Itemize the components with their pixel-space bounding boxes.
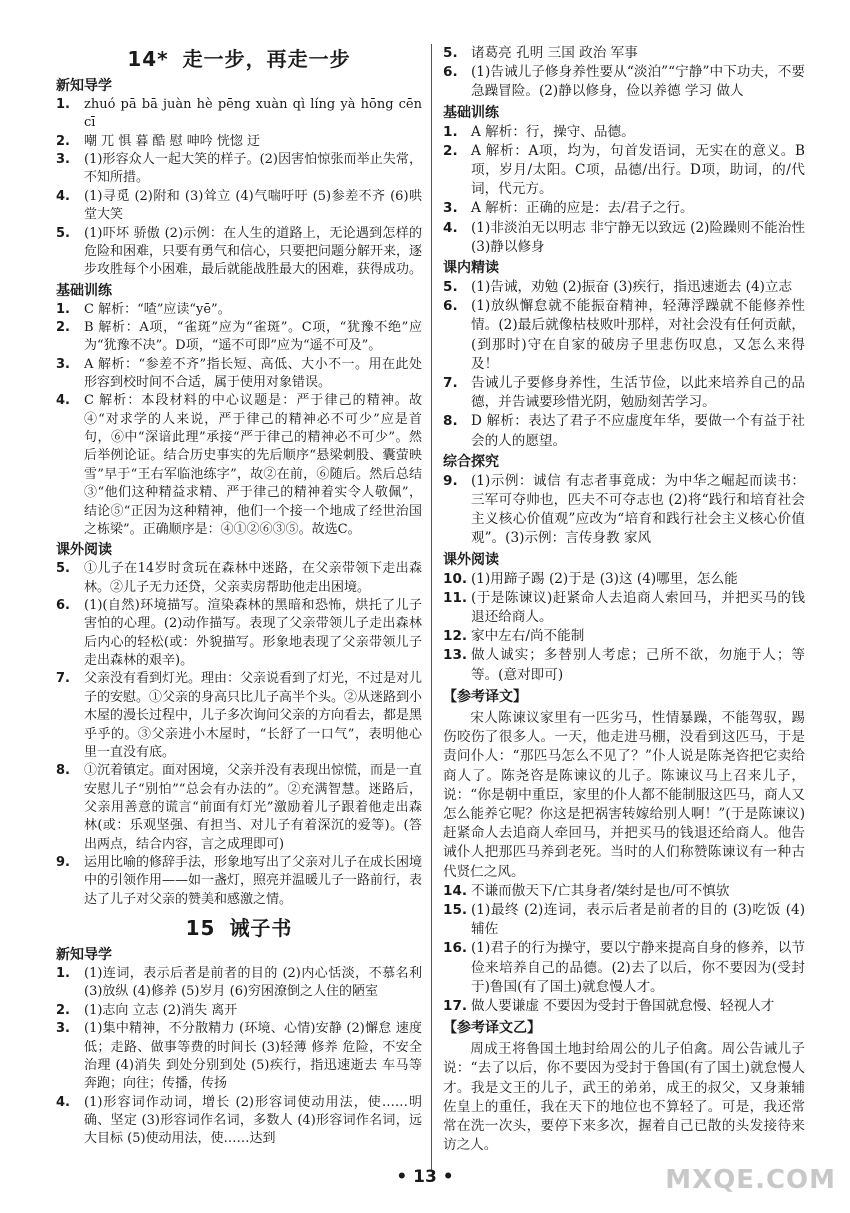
answer-number: 8. xyxy=(56,763,70,779)
answer-number: 7. xyxy=(56,671,70,687)
answer-item xyxy=(443,297,805,374)
answer-number: 1. xyxy=(56,97,70,112)
answer-number: 4. xyxy=(56,188,70,204)
answer-text: zhuó pā bā juàn hè pēng xuàn qì líng yà hōng cēn cī xyxy=(84,97,422,131)
answer-item xyxy=(56,597,422,670)
answer-number: 10. xyxy=(443,570,468,587)
answer-item xyxy=(443,142,805,200)
answer-item xyxy=(56,301,422,319)
answer-number: 12. xyxy=(443,628,468,645)
l14-extra-list xyxy=(56,560,422,909)
answer-item xyxy=(56,670,422,762)
answer-text: 告诫儿子要修身养性，生活节俭，以此来培养自己的品德，并告诫要珍惜光阴，勉励刻苦学习。 xyxy=(471,375,805,411)
answer-text: (1)告诫，劝勉 (2)振奋 (3)疾行，指迅速逝去 (4)立志 xyxy=(471,279,793,296)
answer-number: 2. xyxy=(56,319,70,335)
answer-item xyxy=(56,96,422,133)
answer-item xyxy=(443,63,805,101)
l15-comp-list xyxy=(443,472,805,549)
answer-item xyxy=(443,901,805,939)
answer-text: (1)形容众人一起大笑的样子。(2)因害怕惊张而举止失常，不知所措。 xyxy=(84,152,422,186)
lesson-15-title xyxy=(56,913,422,943)
lesson-15-name: 诫子书 xyxy=(229,916,293,941)
answer-item xyxy=(443,570,805,589)
answer-item xyxy=(56,1002,422,1020)
answer-text: 诸葛亮 孔明 三国 政治 军事 xyxy=(471,45,638,61)
answer-item xyxy=(443,123,805,142)
answer-item xyxy=(443,939,805,997)
reference-translation-text: 宋人陈谏议家里有一匹劣马，性情暴躁，不能驾驭，踢伤咬伤了很多人。一天，他走进马棚，没看到这匹马，于是责问仆人：“那匹马怎么不见了？”仆人说是陈尧咨把它卖给商人了。陈尧咨是陈谏议的儿子。陈谏议马上召来儿子，说：“你是朝中重臣，家里的仆人都不能制服这匹马，商人又怎么能养它呢？你这是把祸害转嫁给别人啊！”(于是陈谏议)赶紧命人去追商人牵回马，并把买马的钱退还给商人。他告诫仆人把那匹马养到老死。当时的人们称赞陈谏议有一种古代贤仁之风。 xyxy=(443,709,805,880)
answer-text: ①儿子在14岁时贪玩在森林中迷路，在父亲带领下走出森林。②儿子无力还贷，父亲卖房帮助他走出困境。 xyxy=(84,561,422,595)
answer-text: (1)集中精神，不分散精力 (环境、心情)安静 (2)懈怠 速度低；走路、做事等费的时间长 (3)轻薄 修养 危险，不安全 治理 (4)消失 到处分别到处 (5)疾行，指迅速逝去 车马等奔跑；向往；传播，传扬 xyxy=(84,1021,422,1092)
answer-item xyxy=(443,646,805,684)
answer-item xyxy=(443,219,805,257)
answer-text: (1)告诫儿子修身养性要从“淡泊”“宁静”中下功夫，不要急躁冒险。(2)静以修身，俭以养德 学习 做人 xyxy=(471,64,805,100)
l15-section-extra: 课外阅读 xyxy=(443,551,499,568)
answer-text: (1)寻觅 (2)附和 (3)耸立 (4)气喘吁吁 (5)参差不齐 (6)哄堂大笑 xyxy=(84,188,422,223)
reference-translation-b-text: 周成王将鲁国土地封给周公的儿子伯禽。周公告诫儿子说：“去了以后，你不要因为受封于鲁国(有了国土)就怠慢人才。我是文王的儿子，武王的弟弟，成王的叔父，又身兼辅佐皇上的重任，我在天下的地位也不算轻了。可是，我还常常在洗一次头，要停下来多次，握着自己已散的头发接待来访之人。 xyxy=(443,1041,805,1154)
answer-number: 7. xyxy=(443,375,458,392)
lesson-14-number: 14* xyxy=(127,47,169,71)
watermark-logo: MXQE.COM xyxy=(665,1165,836,1195)
answer-number: 15. xyxy=(443,901,468,918)
answer-text: A 解析：正确的应是：去/君子之行。 xyxy=(471,200,694,217)
answer-item xyxy=(443,627,805,646)
l15-extra-list xyxy=(443,570,805,685)
left-column xyxy=(56,44,422,1149)
answer-text: (1)用蹄子踢 (2)于是 (3)这 (4)哪里，怎么能 xyxy=(471,570,738,587)
l14-section-new: 新知导学 xyxy=(56,78,112,94)
answer-number: 2. xyxy=(56,133,70,149)
page-number: • 13 • xyxy=(396,1167,454,1187)
answer-number: 4. xyxy=(443,219,458,236)
answer-number: 3. xyxy=(56,1021,70,1037)
answer-item xyxy=(443,997,805,1016)
answer-number: 5. xyxy=(56,561,70,577)
answer-text: (1)连词，表示后者是前者的目的 (2)内心恬淡，不慕名利 (3)放纵 (4)修养 (5)岁月 (6)穷困潦倒之人住的陋室 xyxy=(84,966,422,1000)
answer-text: C 解析：本段材料的中心议题是：严于律己的精神。故④“对求学的人来说，严于律己的精神必不可少”应是首句，⑥中“深谙此理”承接“严于律己的精神必不可少”。然后举例论证。结合历史事实的先后顺序“悬梁刺股、囊萤映雪”早于“王右军临池练字”，故②在前，⑥随后。然后总结③“他们这种精益求精、严于律己的精神着实令人敬佩”，结论⑤“正因为这种精神，他们一个接一个地成了经世治国之栋梁”。正确顺序是：④①②⑥③⑤。故选C。 xyxy=(84,393,422,537)
answer-number: 13. xyxy=(443,647,468,664)
answer-item xyxy=(56,560,422,597)
answer-text: 运用比喻的修辞手法，形象地写出了父亲对儿子在成长困境中的引领作用——如一盏灯，照亮并温暖儿子一路前行，表达了儿子对父亲的赞美和感激之情。 xyxy=(84,855,423,907)
answer-text: (1)非淡泊无以明志 非宁静无以致远 (2)险躁则不能治性 (3)静以修身 xyxy=(471,219,805,255)
answer-text: C 解析：“喳”应读“yē”。 xyxy=(84,301,231,317)
answer-text: 嘲 兀 惧 暮 酷 慰 呻吟 恍惚 迂 xyxy=(84,133,261,149)
answer-item xyxy=(56,1094,422,1149)
answer-number: 3. xyxy=(56,356,70,372)
answer-text: 父亲没有看到灯光。理由：父亲说看到了灯光，不过是对儿子的安慰。①父亲的身高只比儿子高半个头。②从迷路到小木屋的漫长过程中，儿子多次询问父亲的方向看去，都是黑乎乎的。③父亲进小木屋时，“长舒了一口气”，表明他心里一直没有底。 xyxy=(84,671,423,760)
answer-item xyxy=(443,589,805,627)
answer-number: 16. xyxy=(443,940,468,957)
answer-text: (1)吓坏 骄傲 (2)示例：在人生的道路上，无论遇到怎样的危险和困难，只要有勇气和信心，只要把问题分解开来，逐步攻胜每个小困难，最后就能战胜最大的困难，获得成功。 xyxy=(84,225,423,278)
answer-number: 8. xyxy=(443,413,458,430)
l15-extra2-list xyxy=(443,882,805,1016)
answer-item xyxy=(56,1020,422,1093)
answer-number: 3. xyxy=(443,200,458,217)
answer-number: 14. xyxy=(443,882,468,899)
answer-number: 1. xyxy=(56,301,70,317)
answer-text: (1)君子的行为操守，要以宁静来提高自身的修养，以节俭来培养自己的品德。(2)去了以后，你不要因为(受封于)鲁国(有了国土)就怠慢人才。 xyxy=(471,940,805,995)
answer-item xyxy=(443,412,805,450)
answer-item xyxy=(443,374,805,412)
reference-translation-b-label: 【参考译文乙】 xyxy=(443,1020,541,1037)
answer-text: (1)(自然)环境描写。渲染森林的黑暗和恐怖，烘托了儿子害怕的心理。(2)动作描写。表现了父亲带领儿子走出森林后内心的轻松(或：外貌描写。形象地表现了父亲带领儿子走出森林的艰辛)。 xyxy=(84,597,422,669)
answer-item xyxy=(56,762,422,854)
answer-text: 不谦而傲天下/亡其身者/桀纣是也/可不慎欤 xyxy=(471,882,730,899)
answer-text: 做人要谦虚 不要因为受封于鲁国就怠慢、轻视人才 xyxy=(471,997,775,1014)
l15-section-comp: 综合探究 xyxy=(443,453,499,470)
lesson-15-number: 15 xyxy=(185,916,216,941)
answer-text: 家中左右/尚不能制 xyxy=(471,628,585,645)
right-column xyxy=(443,44,805,1155)
l14-section-extra: 课外阅读 xyxy=(56,542,112,559)
l15-section-new: 新知导学 xyxy=(56,947,112,964)
answer-text: A 解析：A项，均为，句首发语词，无实在的意义。B项，岁月/太阳。C项，品德/出行。D项，助词，的/代词，代元方。 xyxy=(471,142,805,198)
answer-number: 6. xyxy=(56,597,70,613)
answer-number: 9. xyxy=(443,472,458,489)
answer-number: 4. xyxy=(56,1094,70,1110)
answer-text: ①沉着镇定。面对困境，父亲并没有表现出惊慌，而是一直安慰儿子“别怕”“总会有办法的”。②充满智慧。迷路后，父亲用善意的谎言“前面有灯光”激励着儿子跟着他走出森林(或：乐观坚强、有担当、对儿子有着深沉的爱等)。(答出两点，结合内容，言之成理即可) xyxy=(84,763,423,852)
answer-text: B 解析：A项，“雀斑”应为“雀斑”。C项，“犹豫不绝”应为“犹豫不决”。D项，“遥不可即”应为“遥不可及”。 xyxy=(84,319,422,354)
answer-number: 1. xyxy=(443,123,458,140)
answer-text: A 解析：行，操守、品德。 xyxy=(471,123,635,140)
answer-item xyxy=(56,225,422,280)
answer-number: 17. xyxy=(443,997,468,1014)
l14-new-list xyxy=(56,96,422,280)
answer-text: (1)最终 (2)连词，表示后者是前者的目的 (3)吃饭 (4)辅佐 xyxy=(471,901,805,938)
answer-item xyxy=(443,882,805,901)
answer-text: 做人诚实；多替别人考虑；己所不欲，勿施于人；等等。(意对即可) xyxy=(471,647,805,683)
l15-new-list xyxy=(56,965,422,1149)
answer-text: D 解析：表达了君子不应虚度年华，要做一个有益于社会的人的愿望。 xyxy=(471,413,805,449)
answer-number: 4. xyxy=(56,393,70,409)
answer-item xyxy=(443,199,805,218)
answer-number: 11. xyxy=(443,589,468,606)
answer-text: A 解析：“参差不齐”指长短、高低、大小不一。用在此处形容到校时间不合适，属于使用对象错误。 xyxy=(84,356,422,391)
l15-section-basic: 基础训练 xyxy=(443,104,499,121)
answer-item xyxy=(56,319,422,356)
answer-item xyxy=(56,188,422,225)
l15-new-list-cont xyxy=(443,44,805,102)
answer-item xyxy=(56,965,422,1002)
answer-item xyxy=(56,356,422,393)
answer-number: 3. xyxy=(56,152,70,168)
l14-section-basic: 基础训练 xyxy=(56,282,112,299)
answer-number: 9. xyxy=(56,855,70,871)
answer-text: (1)示例：诚信 有志者事竟成：为中华之崛起而读书：三军可夺帅也，匹夫不可夺志也 (2)将“践行和培育社会主义核心价值观”应改为“培育和践行社会主义核心价值观”。(3)示例：言传身教 家风 xyxy=(471,472,805,547)
answer-text: (1)志向 立志 (2)消失 离开 xyxy=(84,1002,238,1018)
answer-number: 6. xyxy=(443,298,458,315)
answer-number: 5. xyxy=(443,45,458,61)
answer-item xyxy=(56,151,422,188)
answer-item xyxy=(443,278,805,297)
answer-text: (1)放纵懈怠就不能振奋精神，轻薄浮躁就不能修养性情。(2)最后就像枯枝败叶那样，对社会没有任何贡献，(到那时)守在自家的破房子里悲伤叹息，又怎么来得及！ xyxy=(471,298,805,372)
answer-number: 2. xyxy=(443,142,458,159)
lesson-14-title xyxy=(56,44,422,74)
column-divider xyxy=(431,44,432,1172)
answer-item xyxy=(56,392,422,539)
answer-item xyxy=(56,854,422,909)
answer-number: 1. xyxy=(56,966,70,982)
l15-inclass-list xyxy=(443,278,805,451)
answer-number: 2. xyxy=(56,1002,70,1018)
answer-number: 5. xyxy=(443,279,458,296)
answer-number: 5. xyxy=(56,225,70,241)
l14-basic-list xyxy=(56,301,422,540)
answer-text: (于是陈谏议)赶紧命人去追商人索回马，并把买马的钱退还给商人。 xyxy=(471,589,805,626)
lesson-14-name: 走一步，再走一步 xyxy=(182,47,351,71)
answer-text: (1)形容词作动词，增长 (2)形容词使动用法，使……明确、坚定 (3)形容词作名词，多数人 (4)形容词作名词，远大目标 (5)使动用法，使……达到 xyxy=(84,1094,422,1147)
answer-item xyxy=(443,472,805,549)
l15-section-inclass: 课内精读 xyxy=(443,260,499,277)
l15-basic-list xyxy=(443,123,805,257)
answer-item xyxy=(56,133,422,151)
answer-number: 6. xyxy=(443,64,458,81)
answer-item xyxy=(443,44,805,63)
reference-translation-label: 【参考译文】 xyxy=(443,688,527,705)
